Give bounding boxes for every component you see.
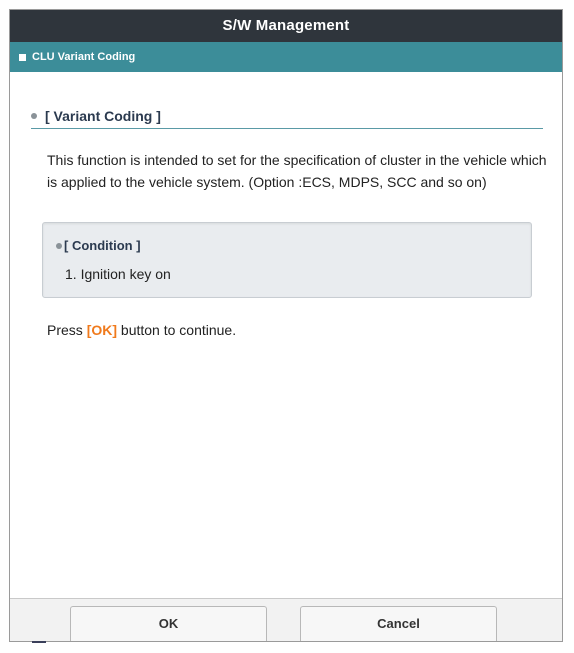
section-description: This function is intended to set for the specification of cluster in the vehicle which is applied to the vehicle system. (Option :ECS, MDPS, SCC and so on) [47, 152, 547, 190]
condition-box [42, 222, 532, 298]
subheader-bar [10, 42, 562, 72]
condition-title: [ Condition ] [64, 238, 141, 253]
instruction-prefix: Press [47, 322, 87, 338]
instruction-ok-highlight: [OK] [86, 322, 118, 338]
taskbar-indicator [32, 641, 46, 643]
condition-header [56, 238, 141, 253]
bullet-icon [56, 243, 62, 249]
bullet-icon [31, 113, 37, 119]
window-title: S/W Management [10, 10, 562, 42]
square-icon [19, 54, 26, 61]
dialog-footer [10, 598, 562, 641]
cancel-button[interactable]: Cancel [300, 606, 497, 641]
sw-management-window [9, 9, 563, 642]
instruction-text [47, 322, 236, 338]
condition-item: 1. Ignition key on [65, 266, 171, 282]
section-title: [ Variant Coding ] [45, 108, 161, 124]
subheader-label: CLU Variant Coding [32, 51, 136, 63]
ok-button[interactable]: OK [70, 606, 267, 641]
instruction-suffix: button to continue. [117, 322, 237, 338]
section-header [31, 104, 543, 129]
